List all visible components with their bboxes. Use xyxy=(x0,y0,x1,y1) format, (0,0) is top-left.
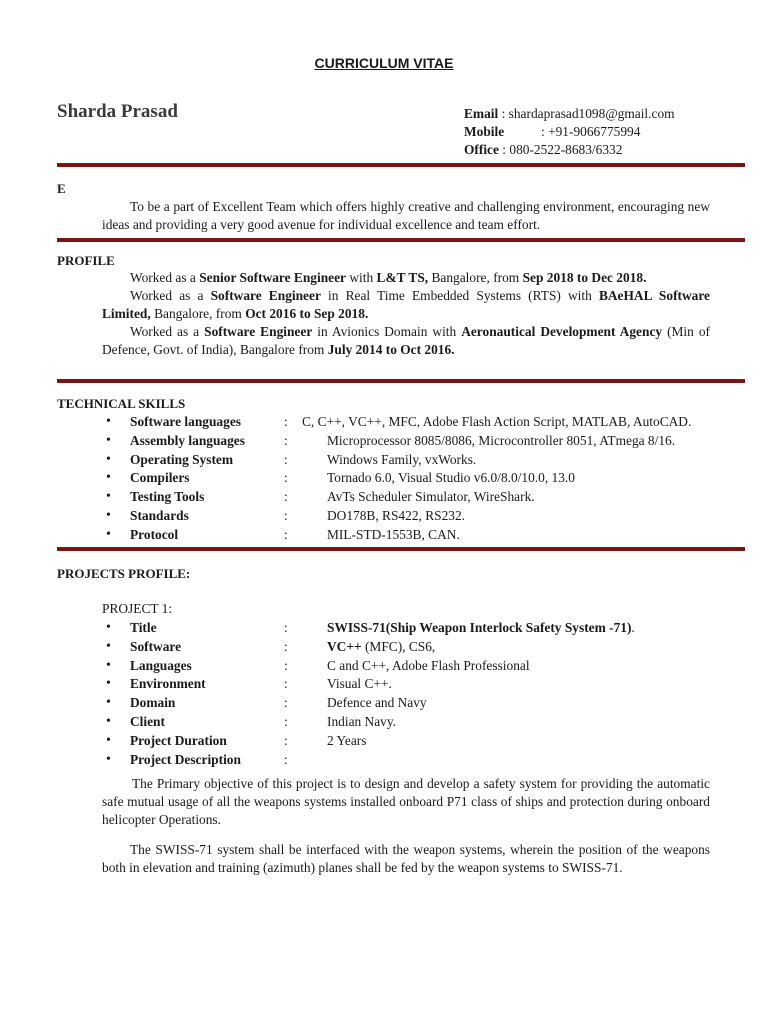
skill-label: Operating System xyxy=(130,451,234,467)
bullet-icon: • xyxy=(106,470,111,486)
skill-label: Assembly languages xyxy=(130,432,245,448)
skill-label: Software languages xyxy=(130,414,241,429)
detail-value-rest: 2 Years xyxy=(327,732,367,748)
list-item xyxy=(102,639,722,658)
mobile-label: Mobile xyxy=(464,124,505,139)
detail-value xyxy=(327,676,392,692)
detail-value-rest: C and C++, Adobe Flash Professional xyxy=(327,657,530,673)
list-item xyxy=(102,733,722,752)
section-divider xyxy=(57,379,745,383)
detail-colon: : xyxy=(284,732,288,748)
bullet-icon: • xyxy=(106,507,111,523)
technical-skills-list xyxy=(102,414,722,546)
email-row xyxy=(464,105,675,123)
skill-colon: : xyxy=(284,489,288,505)
detail-value xyxy=(327,658,530,674)
detail-value xyxy=(327,695,427,711)
detail-colon: : xyxy=(284,676,288,692)
skill-label: Testing Tools xyxy=(130,489,205,505)
list-item xyxy=(102,527,722,546)
technical-skills-heading: TECHNICAL SKILLS xyxy=(57,396,186,411)
list-item xyxy=(102,489,722,508)
profile-text: with xyxy=(346,270,377,285)
detail-value xyxy=(327,639,435,655)
profile-period: Oct 2016 to Sep 2018. xyxy=(245,306,369,321)
profile-entry xyxy=(102,269,710,287)
profile-company: L&T TS, xyxy=(376,270,429,285)
detail-value-rest: (MFC), CS6, xyxy=(361,638,436,654)
skill-value: DO178B, RS422, RS232. xyxy=(327,507,466,523)
detail-colon: : xyxy=(284,713,288,729)
list-item xyxy=(102,752,722,771)
bullet-icon: • xyxy=(106,751,111,767)
skill-colon: : xyxy=(284,432,288,448)
profile-company: Aeronautical Development Agency xyxy=(461,324,663,339)
list-item xyxy=(102,676,722,695)
detail-colon: : xyxy=(284,620,288,635)
detail-value-rest: Defence and Navy xyxy=(327,695,427,711)
bullet-icon: • xyxy=(106,526,111,542)
bullet-icon: • xyxy=(106,620,111,635)
skill-colon: : xyxy=(284,526,288,542)
detail-value-bold: VC++ xyxy=(327,638,362,654)
skill-colon: : xyxy=(284,507,288,523)
objective-text: To be a part of Excellent Team which offers highly creative and challenging environment, encouraging new ideas and providing a very good avenue for individual excellence and team effort. xyxy=(102,199,710,232)
profile-text: Worked as a xyxy=(130,324,205,339)
profile-role: Senior Software Engineer xyxy=(199,270,346,285)
skill-value: Tornado 6.0, Visual Studio v6.0/8.0/10.0, 13.0 xyxy=(327,470,575,486)
detail-label: Client xyxy=(130,713,165,729)
detail-value xyxy=(327,714,396,730)
skill-value: C, C++, VC++, MFC, Adobe Flash Action Script, MATLAB, AutoCAD. xyxy=(302,414,692,429)
profile-period: Sep 2018 to Dec 2018. xyxy=(522,270,647,285)
skill-label: Standards xyxy=(130,507,189,523)
bullet-icon: • xyxy=(106,489,111,505)
detail-colon: : xyxy=(284,695,288,711)
detail-colon: : xyxy=(284,751,288,767)
bullet-icon: • xyxy=(106,451,111,467)
project-description-2: The SWISS-71 system shall be interfaced with the weapon systems, wherein the position of the weapons both in elevation and training (azimuth) planes shall be fed by the weapon systems to SWISS-71. xyxy=(102,842,710,875)
bullet-icon: • xyxy=(106,695,111,711)
list-item xyxy=(102,695,722,714)
section-divider xyxy=(57,163,745,167)
skill-label: Compilers xyxy=(130,470,190,486)
detail-value-bold: SWISS-71(Ship Weapon Interlock Safety System -71) xyxy=(327,620,632,635)
skill-value: AvTs Scheduler Simulator, WireShark. xyxy=(327,489,535,505)
profile-heading: PROFILE xyxy=(57,253,115,268)
mobile-row xyxy=(464,123,675,141)
project-description-1: The Primary objective of this project is to design and develop a safety system for providing the automatic safe mutual usage of all the weapons systems installed onboard P71 class of ships and protection during onboard helicopter Operations. xyxy=(102,776,710,827)
skill-label: Protocol xyxy=(130,526,179,542)
detail-label: Languages xyxy=(130,657,192,673)
profile-text: Bangalore, from xyxy=(150,306,246,321)
profile-list xyxy=(102,269,710,359)
bullet-icon: • xyxy=(106,638,111,654)
mobile-value: : +91-9066775994 xyxy=(504,124,641,139)
list-item xyxy=(102,433,722,452)
detail-colon: : xyxy=(284,638,288,654)
profile-text: Worked as a xyxy=(130,270,200,285)
profile-text: (Min of Defence, Govt. of India), Bangalore from xyxy=(102,324,710,357)
detail-value-rest: . xyxy=(631,620,635,635)
bullet-icon: • xyxy=(106,676,111,692)
bullet-icon: • xyxy=(106,657,111,673)
section-divider xyxy=(57,238,745,242)
skill-value: MIL-STD-1553B, CAN. xyxy=(327,526,460,542)
skill-colon: : xyxy=(284,414,288,429)
bullet-icon: • xyxy=(106,713,111,729)
profile-company: BAeHAL Software Limited, xyxy=(102,288,710,321)
profile-entry xyxy=(102,287,710,323)
detail-label: Environment xyxy=(130,676,206,692)
section-divider xyxy=(57,547,745,551)
skill-value: Windows Family, vxWorks. xyxy=(327,451,477,467)
project-details-list xyxy=(102,620,722,770)
profile-period: July 2014 to Oct 2016. xyxy=(327,342,455,357)
profile-text: Worked as a xyxy=(130,288,211,303)
detail-value-rest: Indian Navy. xyxy=(327,713,397,729)
skill-value: Microprocessor 8085/8086, Microcontroller 8051, ATmega 8/16. xyxy=(327,432,676,448)
office-label: Office xyxy=(464,142,499,157)
bullet-icon: • xyxy=(106,432,111,448)
skill-colon: : xyxy=(284,470,288,486)
list-item xyxy=(102,470,722,489)
bullet-icon: • xyxy=(106,414,111,429)
profile-role: Software Engineer xyxy=(210,288,321,303)
detail-label: Project Duration xyxy=(130,732,227,748)
office-value: : 080-2522-8683/6332 xyxy=(498,142,623,157)
detail-label: Project Description xyxy=(130,751,241,767)
contact-block xyxy=(464,105,675,159)
profile-role: Software Engineer xyxy=(204,324,313,339)
detail-colon: : xyxy=(284,657,288,673)
profile-text: in Avionics Domain with xyxy=(312,324,462,339)
email-value[interactable]: : shardaprasad1098@gmail.com xyxy=(498,106,675,121)
profile-text: in Real Time Embedded Systems (RTS) with xyxy=(320,288,599,303)
list-item xyxy=(102,508,722,527)
email-label: Email xyxy=(464,106,499,121)
skill-colon: : xyxy=(284,451,288,467)
detail-label: Title xyxy=(130,620,157,635)
list-item xyxy=(102,714,722,733)
document-title: CURRICULUM VITAE xyxy=(314,55,454,71)
candidate-name: Sharda Prasad xyxy=(57,101,178,122)
list-item xyxy=(102,658,722,677)
office-row xyxy=(464,141,675,159)
profile-entry xyxy=(102,323,710,359)
list-item xyxy=(102,452,722,471)
bullet-icon: • xyxy=(106,732,111,748)
profile-text: Bangalore, from xyxy=(428,270,523,285)
detail-label: Domain xyxy=(130,695,176,711)
projects-heading: PROJECTS PROFILE: xyxy=(57,566,191,581)
detail-label: Software xyxy=(130,638,182,654)
objective-heading: E xyxy=(57,181,66,196)
detail-value xyxy=(327,620,635,636)
list-item xyxy=(102,414,722,433)
detail-value xyxy=(327,733,366,749)
list-item xyxy=(102,620,722,639)
detail-value-rest: Visual C++. xyxy=(327,676,392,692)
project-label: PROJECT 1: xyxy=(102,601,173,616)
